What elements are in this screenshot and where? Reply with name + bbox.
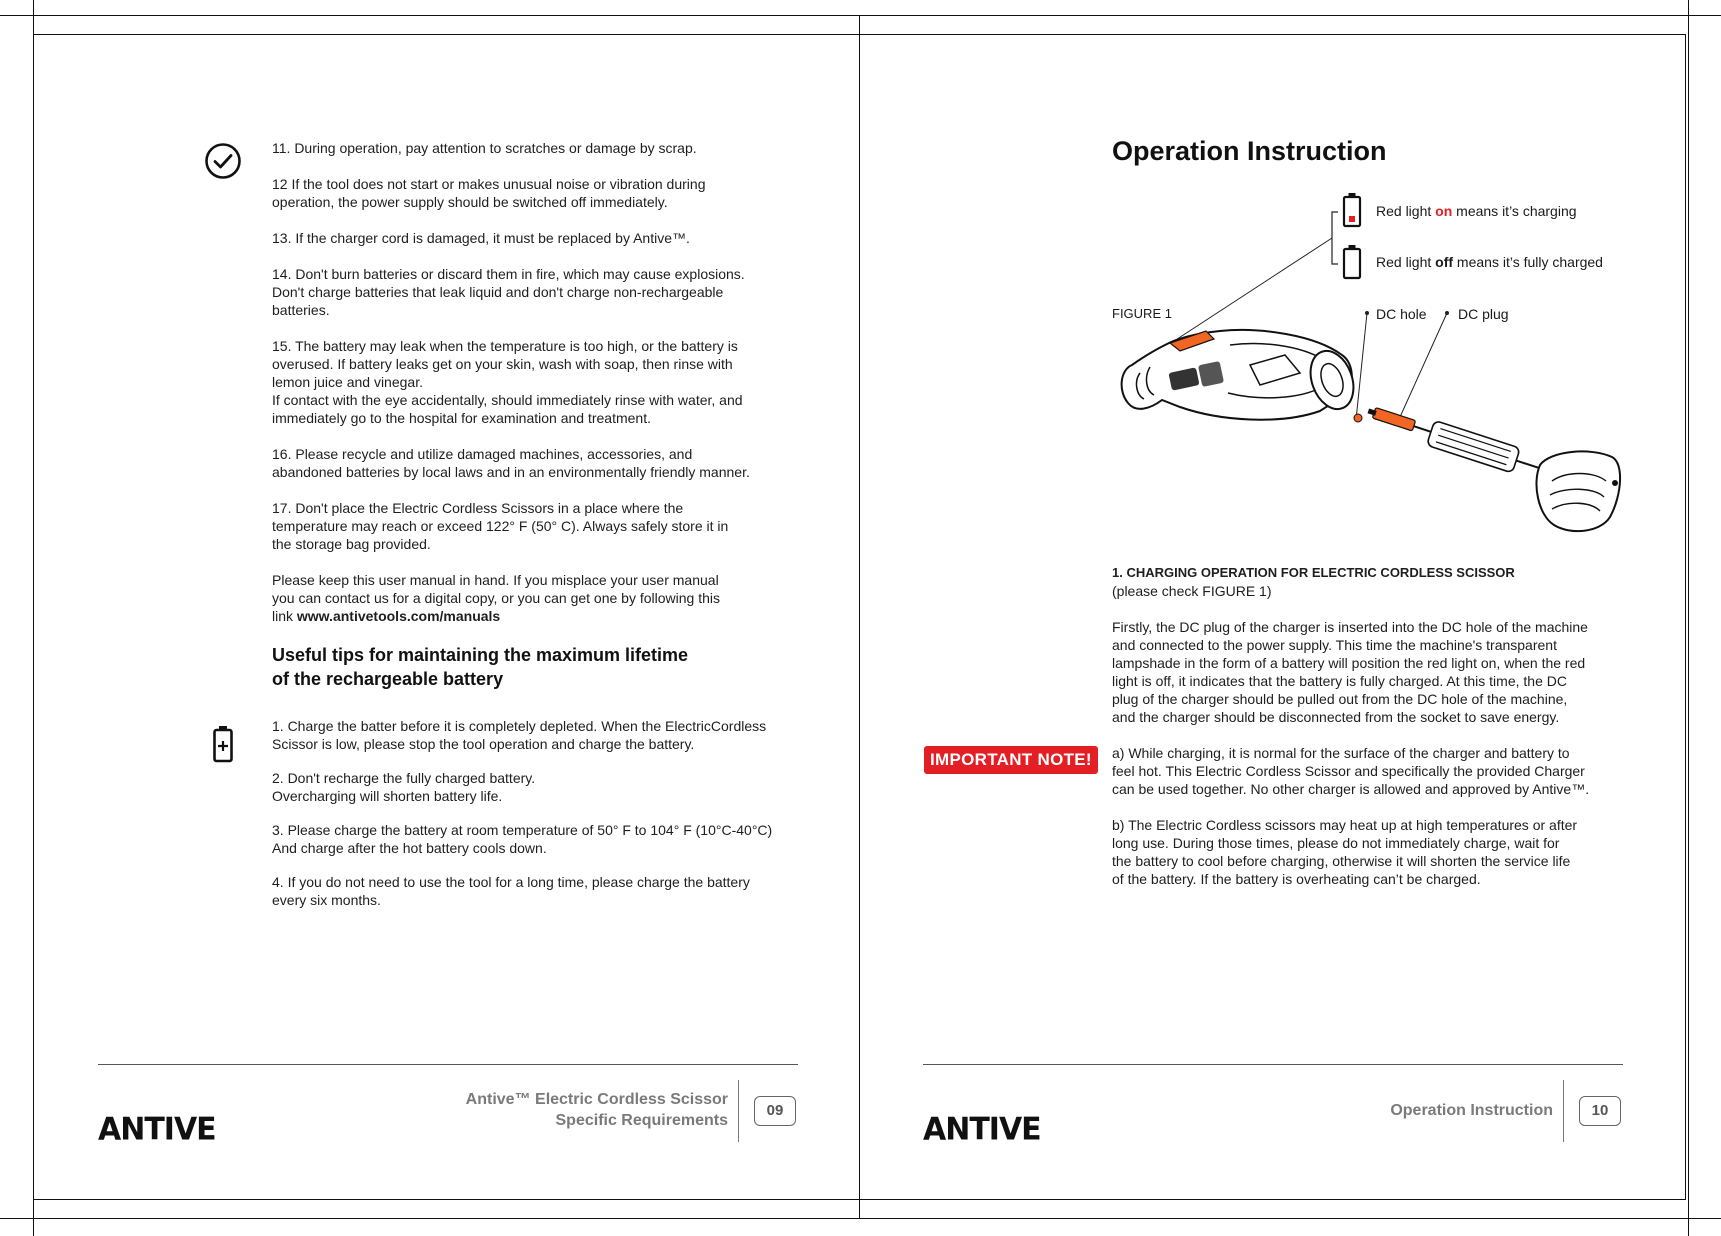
tip-item: 3. Please charge the battery at room temperature of 50° F to 104° F (10°C-40°C) And charge after the hot battery cools down. <box>272 822 773 856</box>
scissor-charging-illustration <box>1110 195 1630 545</box>
footer-separator-right <box>1563 1080 1564 1142</box>
page-title: Operation Instruction <box>1112 136 1387 166</box>
inner-frame-top <box>34 34 1686 35</box>
frame-right <box>1688 0 1689 1236</box>
frame-top <box>0 15 1721 16</box>
requirement-item: 11. During operation, pay attention to scratches or damage by scrap. <box>272 140 697 156</box>
page-number-left: 09 <box>754 1096 796 1126</box>
note-b: b) The Electric Cordless scissors may heat up at high temperatures or after long use. During those times, please do not immediately charge, wait for the battery to cool before charging, otherwise it will shorten the service life of the battery. If the battery is overheating can’t be charged. <box>1112 817 1578 887</box>
antive-logo: ANTIVE <box>923 1111 1041 1148</box>
section-sub: (please check FIGURE 1) <box>1112 583 1272 599</box>
manual-note: Please keep this user manual in hand. If you misplace your user manual you can contact us for a digital copy, or you can get one by following this link www.antivetools.com/manuals <box>272 572 720 624</box>
dc-hole-label: DC hole <box>1376 306 1427 322</box>
requirement-item: 13. If the charger cord is damaged, it must be replaced by Antive™. <box>272 230 690 246</box>
footer-title-right: Operation Instruction <box>1390 1102 1553 1119</box>
antive-logo: ANTIVE <box>98 1111 216 1148</box>
requirement-item: 12 If the tool does not start or makes unusual noise or vibration during operation, the power supply should be switched off immediately. <box>272 176 706 210</box>
inner-frame-right <box>1685 34 1686 1200</box>
figure-label: FIGURE 1 <box>1112 306 1172 321</box>
requirement-item: 14. Don't burn batteries or discard them in fire, which may cause explosions. Don't charge batteries that leak liquid and don't charge non-rechargeable batteries. <box>272 266 745 318</box>
footer-rule-right <box>923 1064 1623 1065</box>
footer-title-left: Antive™ Electric Cordless Scissor Specific Requirements <box>465 1091 728 1129</box>
page-number-right: 10 <box>1579 1096 1621 1126</box>
important-note-badge: IMPORTANT NOTE! <box>924 746 1098 774</box>
legend-red-light-off: Red light off means it’s fully charged <box>1376 254 1603 270</box>
footer-separator-left <box>738 1080 739 1142</box>
tip-item: 4. If you do not need to use the tool for a long time, please charge the battery every six months. <box>272 874 750 908</box>
battery-plus-icon <box>212 725 234 763</box>
section-body: Firstly, the DC plug of the charger is inserted into the DC hole of the machine and connected to the power supply. This time the machine's transparent lampshade in the form of a battery will position the red light on, when the red light is off, it indicates that the battery is fully charged. At this time, the DC plug of the charger should be pulled out from the DC hole of the machine, and the charger should be disconnected from the socket to save energy. <box>1112 619 1588 725</box>
dc-plug-label: DC plug <box>1458 306 1509 322</box>
requirement-item: 16. Please recycle and utilize damaged machines, accessories, and abandoned batteries by local laws and in an environmentally friendly manner. <box>272 446 750 480</box>
tips-title: Useful tips for maintaining the maximum lifetime of the rechargeable battery <box>272 645 689 689</box>
requirement-item: 17. Don't place the Electric Cordless Scissors in a place where the temperature may reach or exceed 122° F (50° C). Always safely store it in the storage bag provided. <box>272 500 729 552</box>
tip-item: 2. Don't recharge the fully charged battery. Overcharging will shorten battery life. <box>272 770 536 804</box>
legend-red-light-on: Red light on means it’s charging <box>1376 203 1577 219</box>
checkmark-circle-icon <box>204 142 242 180</box>
note-a: a) While charging, it is normal for the surface of the charger and battery to feel hot. This Electric Cordless Scissor and specifically the provided Charger can be used together. No other charger is allowed and approved by Antive™. <box>1112 745 1590 797</box>
requirement-item: 15. The battery may leak when the temperature is too high, or the battery is overused. If battery leaks get on your skin, wash with soap, then rinse with lemon juice and vinegar. If contact with the eye accidentally, should immediately rinse with water, and immediately go to the hospital for examination and treatment. <box>272 338 743 426</box>
inner-frame-bottom <box>34 1199 1686 1200</box>
frame-left <box>33 0 34 1236</box>
tip-item: 1. Charge the batter before it is completely depleted. When the ElectricCordless Scissor is low, please stop the tool operation and charge the battery. <box>272 718 767 752</box>
page-divider <box>859 15 860 1219</box>
frame-bottom <box>0 1218 1721 1219</box>
manual-link[interactable]: www.antivetools.com/manuals <box>296 608 501 624</box>
charging-section <box>1112 564 1652 906</box>
requirements-list <box>272 139 812 927</box>
footer-rule-left <box>98 1064 798 1065</box>
section-heading: 1. CHARGING OPERATION FOR ELECTRIC CORDLESS SCISSOR <box>1112 565 1515 580</box>
